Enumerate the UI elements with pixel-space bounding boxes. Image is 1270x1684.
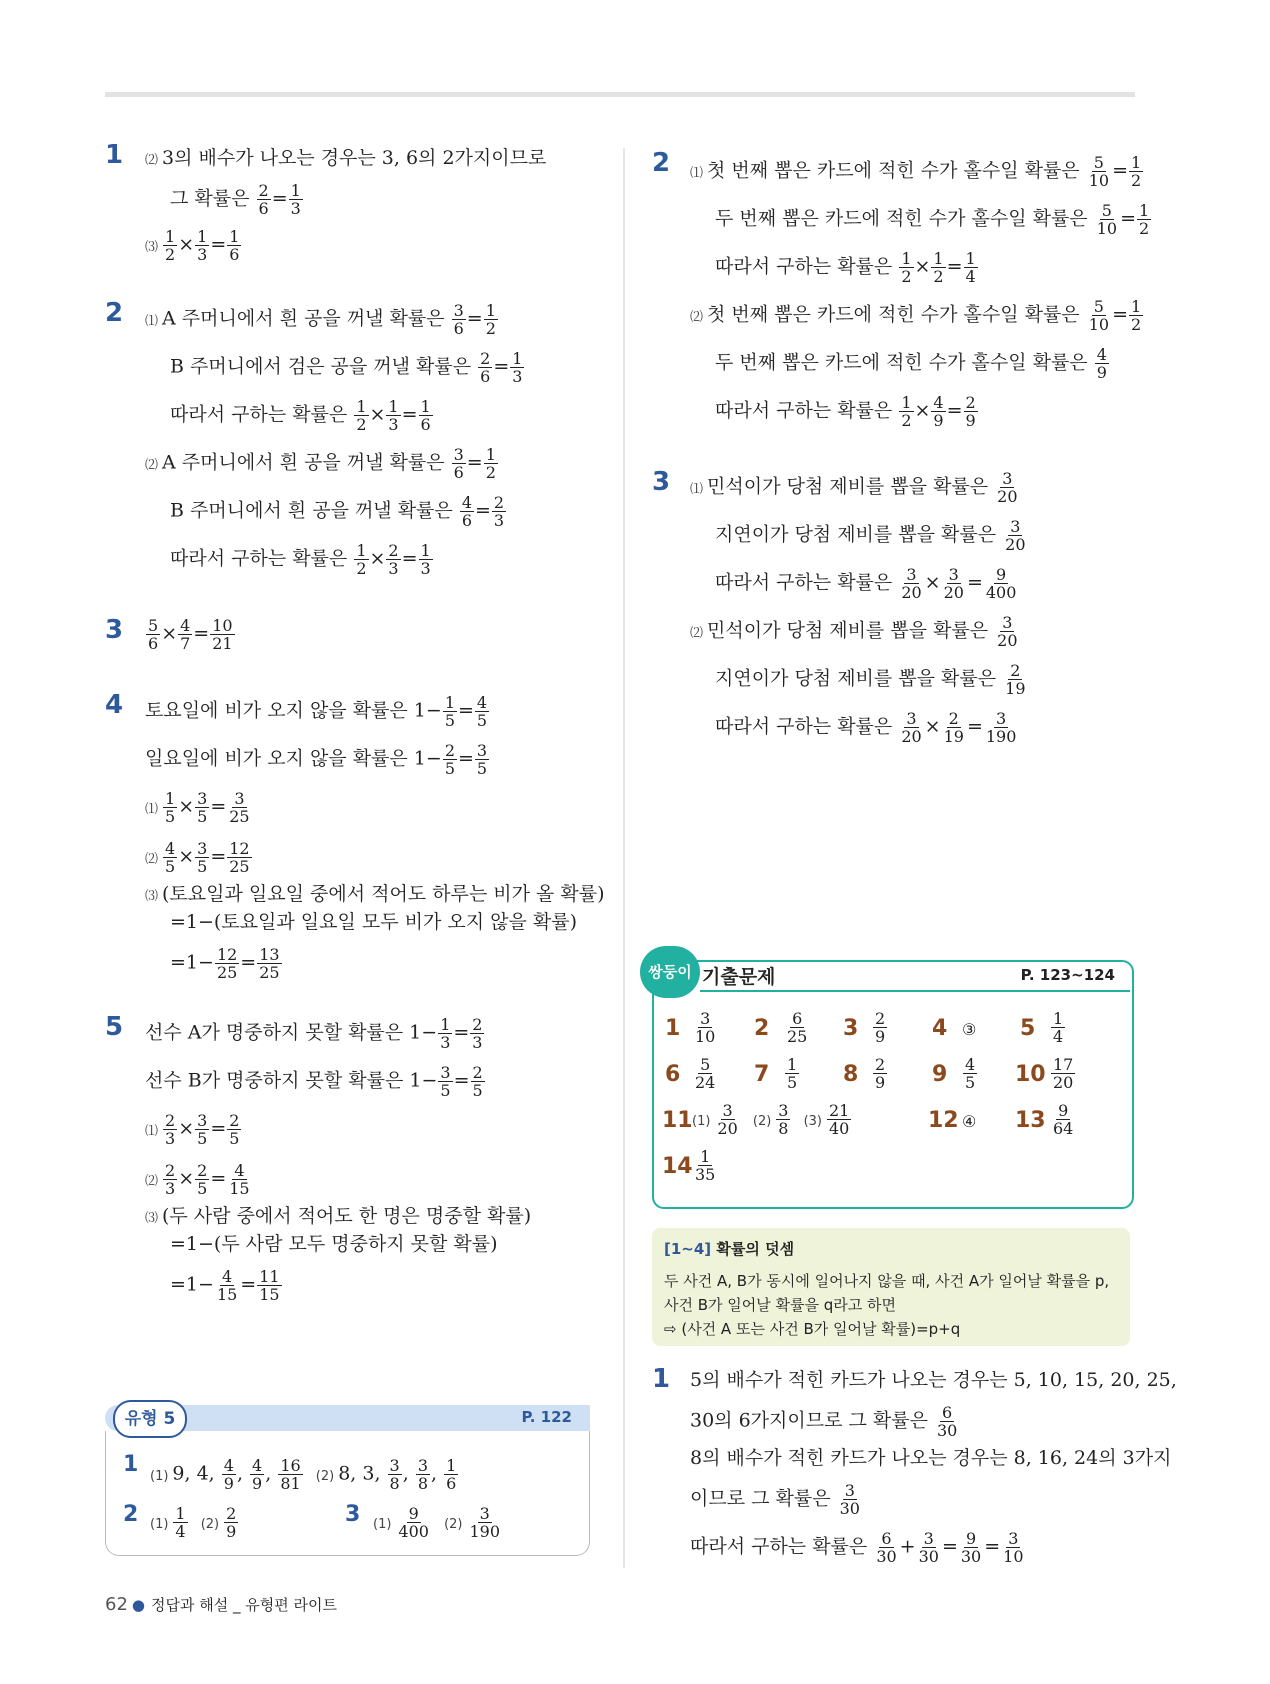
exam-answer-number: 1 [665,1016,681,1041]
answer-line: $\frac{5}{6}$ × $\frac{4}{7}$ = $\frac{10}{21}$ [148,616,233,653]
answer-line: 이므로 그 확률은 $\frac{3}{30}$ [690,1481,860,1518]
past-exam-header-rule [700,990,1130,992]
question-number: 3 [652,467,671,497]
answer-line: ⑵ 민석이가 당첨 제비를 뽑을 확률은 $\frac{3}{20}$ [690,613,1018,650]
answer-line: ⑵ 첫 번째 뽑은 카드에 적힌 수가 홀수일 확률은 $\frac{5}{10}$ = $\frac{1}{2}$ [690,297,1142,334]
answer-line: 따라서 구하는 확률은 $\frac{1}{2}$ × $\frac{2}{3}$ = $\frac{1}{3}$ [170,541,431,578]
exam-answer-number: 13 [1015,1108,1046,1133]
answer-number: 2 [123,1502,139,1527]
answer-line: 30의 6가지이므로 그 확률은 $\frac{6}{30}$ [690,1403,958,1440]
answer-line: ⑴ 민석이가 당첨 제비를 뽑을 확률은 $\frac{3}{20}$ [690,469,1018,506]
question-number: 2 [652,148,671,178]
rule-title: [1~4] 확률의 덧셈 [664,1240,795,1258]
exam-answer: $\frac{1}{5}$ [787,1055,798,1092]
answer-line: 일요일에 비가 오지 않을 확률은 1− $\frac{2}{5}$ = $\frac{3}{5}$ [145,741,488,778]
answer-line: ⑴ 첫 번째 뽑은 카드에 적힌 수가 홀수일 확률은 $\frac{5}{10}$ = $\frac{1}{2}$ [690,153,1142,190]
question-number: 1 [652,1364,671,1394]
answer-line: ⑴ $\frac{1}{5}$ × $\frac{3}{5}$ = $\frac{3}{25}$ [145,789,250,826]
answer-line: =1− $\frac{4}{15}$ = $\frac{11}{15}$ [170,1267,280,1304]
answer-line: ⑵ A 주머니에서 흰 공을 꺼낼 확률은 $\frac{3}{6}$ = $\frac{1}{2}$ [145,445,496,482]
question-number: 2 [105,298,124,328]
answer-line: =1−(토요일과 일요일 모두 비가 오지 않을 확률) [170,911,578,933]
rule-line: 사건 B가 일어날 확률을 q라고 하면 [664,1296,897,1314]
answer-line: 8의 배수가 적힌 카드가 나오는 경우는 8, 16, 24의 3가지 [690,1447,1172,1469]
exam-answer: $\frac{4}{5}$ [965,1055,976,1092]
type-label: 유형 5 [113,1400,187,1438]
answer-line: (1) 9, 4, $\frac{4}{9}$ , $\frac{4}{9}$ , $\frac{16}{81}$ (2) 8, 3, $\frac{3}{8}$ , $\frac{3}{8}$ , $\frac{1}{6}$ [150,1456,457,1493]
answer-line: 두 번째 뽑은 카드에 적힌 수가 홀수일 확률은 $\frac{4}{9}$ [715,345,1107,382]
exam-answer-number: 8 [843,1062,859,1087]
answer-line: 따라서 구하는 확률은 $\frac{1}{2}$ × $\frac{1}{2}$ = $\frac{1}{4}$ [715,249,976,286]
answer-line: 따라서 구하는 확률은 $\frac{3}{20}$ × $\frac{2}{19}$ = $\frac{3}{190}$ [715,709,1017,746]
exam-answer: (1) $\frac{3}{20}$ (2) $\frac{3}{8}$ (3) $\frac{21}{40}$ [692,1101,850,1138]
past-exam-page-ref: P. 123~124 [1020,966,1115,984]
question-number: 1 [105,140,124,170]
answer-line: ⑶ (토요일과 일요일 중에서 적어도 하루는 비가 올 확률) [145,883,605,905]
answer-line: 5의 배수가 적힌 카드가 나오는 경우는 5, 10, 15, 20, 25, [690,1369,1177,1391]
answer-line: 따라서 구하는 확률은 $\frac{3}{20}$ × $\frac{3}{20}$ = $\frac{9}{400}$ [715,565,1017,602]
answer-line: B 주머니에서 검은 공을 꺼낼 확률은 $\frac{2}{6}$ = $\frac{1}{3}$ [170,349,523,386]
past-exam-title: 기출문제 [702,966,776,988]
answer-line: 그 확률은 $\frac{2}{6}$ = $\frac{1}{3}$ [170,181,301,218]
exam-answer: $\frac{1}{4}$ [1053,1009,1064,1046]
exam-answer: $\frac{2}{9}$ [875,1055,886,1092]
exam-answer-number: 14 [662,1154,693,1179]
column-divider [623,148,625,1568]
answer-line: ⑵ $\frac{2}{3}$ × $\frac{2}{5}$ = $\frac{4}{15}$ [145,1161,250,1198]
answer-line: ⑶ $\frac{1}{2}$ × $\frac{1}{3}$ = $\frac{1}{6}$ [145,227,240,264]
answer-line: =1−(두 사람 모두 명중하지 못할 확률) [170,1233,498,1255]
answer-line: ⑴ A 주머니에서 흰 공을 꺼낼 확률은 $\frac{3}{6}$ = $\frac{1}{2}$ [145,301,496,338]
exam-answer-number: 11 [662,1108,693,1133]
exam-answer: $\frac{1}{35}$ [695,1147,716,1184]
exam-answer: $\frac{5}{24}$ [695,1055,716,1092]
answer-line: 토요일에 비가 오지 않을 확률은 1− $\frac{1}{5}$ = $\frac{4}{5}$ [145,693,488,730]
exam-answer-number: 2 [754,1016,770,1041]
answer-line: 지연이가 당첨 제비를 뽑을 확률은 $\frac{2}{19}$ [715,661,1026,698]
exam-answer-number: 4 [932,1016,948,1041]
answer-line: =1− $\frac{12}{25}$ = $\frac{13}{25}$ [170,945,280,982]
rule-line: 두 사건 A, B가 동시에 일어나지 않을 때, 사건 A가 일어날 확률을 p, [664,1272,1110,1290]
exam-answer: $\frac{9}{64}$ [1053,1101,1074,1138]
bullet-icon: ● [131,1596,145,1614]
page-number: 62 [105,1594,128,1615]
exam-answer: $\frac{6}{25}$ [787,1009,808,1046]
exam-answer: ④ [962,1112,977,1131]
exam-answer: $\frac{2}{9}$ [875,1009,886,1046]
answer-line: 선수 A가 명중하지 못할 확률은 1− $\frac{1}{3}$ = $\frac{2}{3}$ [145,1015,483,1052]
answer-number: 3 [345,1502,361,1527]
answer-line: 따라서 구하는 확률은 $\frac{1}{2}$ × $\frac{4}{9}$ = $\frac{2}{9}$ [715,393,976,430]
answer-line: ⑶ (두 사람 중에서 적어도 한 명은 명중할 확률) [145,1205,532,1227]
page-footer [105,1594,337,1615]
exam-answer-number: 12 [928,1108,959,1133]
answer-line: ⑴ $\frac{2}{3}$ × $\frac{3}{5}$ = $\frac{2}{5}$ [145,1111,240,1148]
type-page-ref: P. 122 [521,1408,572,1426]
exam-answer-number: 3 [843,1016,859,1041]
exam-answer: $\frac{3}{10}$ [695,1009,716,1046]
answer-line: B 주머니에서 흰 공을 꺼낼 확률은 $\frac{4}{6}$ = $\frac{2}{3}$ [170,493,505,530]
footer-text: 정답과 해설 _ 유형편 라이트 [151,1596,337,1614]
exam-answer-number: 6 [665,1062,681,1087]
exam-answer-number: 10 [1015,1062,1046,1087]
exam-answer-number: 7 [754,1062,770,1087]
question-number: 4 [105,690,124,720]
answer-line: (1) $\frac{1}{4}$ (2) $\frac{2}{9}$ [150,1504,237,1541]
exam-answer: ③ [962,1020,977,1039]
answer-line: 지연이가 당첨 제비를 뽑을 확률은 $\frac{3}{20}$ [715,517,1026,554]
answer-line: 따라서 구하는 확률은 $\frac{6}{30}$ + $\frac{3}{30}$ = $\frac{9}{30}$ = $\frac{3}{10}$ [690,1529,1024,1566]
answer-line: 선수 B가 명중하지 못할 확률은 1− $\frac{3}{5}$ = $\frac{2}{5}$ [145,1063,483,1100]
top-rule [105,92,1135,97]
type-box [105,1405,590,1565]
answer-line: (1) $\frac{9}{400}$ (2) $\frac{3}{190}$ [373,1504,501,1541]
exam-answer-number: 9 [932,1062,948,1087]
answer-line: ⑵ 3의 배수가 나오는 경우는 3, 6의 2가지이므로 [145,147,547,169]
question-number: 3 [105,615,124,645]
answer-line: 따라서 구하는 확률은 $\frac{1}{2}$ × $\frac{1}{3}$ = $\frac{1}{6}$ [170,397,431,434]
rule-line: ⇨ (사건 A 또는 사건 B가 일어날 확률)=p+q [664,1320,961,1338]
answer-number: 1 [123,1452,139,1477]
rule-box [652,1228,1130,1346]
exam-answer-number: 5 [1020,1016,1036,1041]
exam-answer: $\frac{17}{20}$ [1053,1055,1074,1092]
twin-badge: 쌍둥이 [640,946,700,998]
answer-line: ⑵ $\frac{4}{5}$ × $\frac{3}{5}$ = $\frac{12}{25}$ [145,839,250,876]
question-number: 5 [105,1012,124,1042]
answer-line: 두 번째 뽑은 카드에 적힌 수가 홀수일 확률은 $\frac{5}{10}$ = $\frac{1}{2}$ [715,201,1150,238]
